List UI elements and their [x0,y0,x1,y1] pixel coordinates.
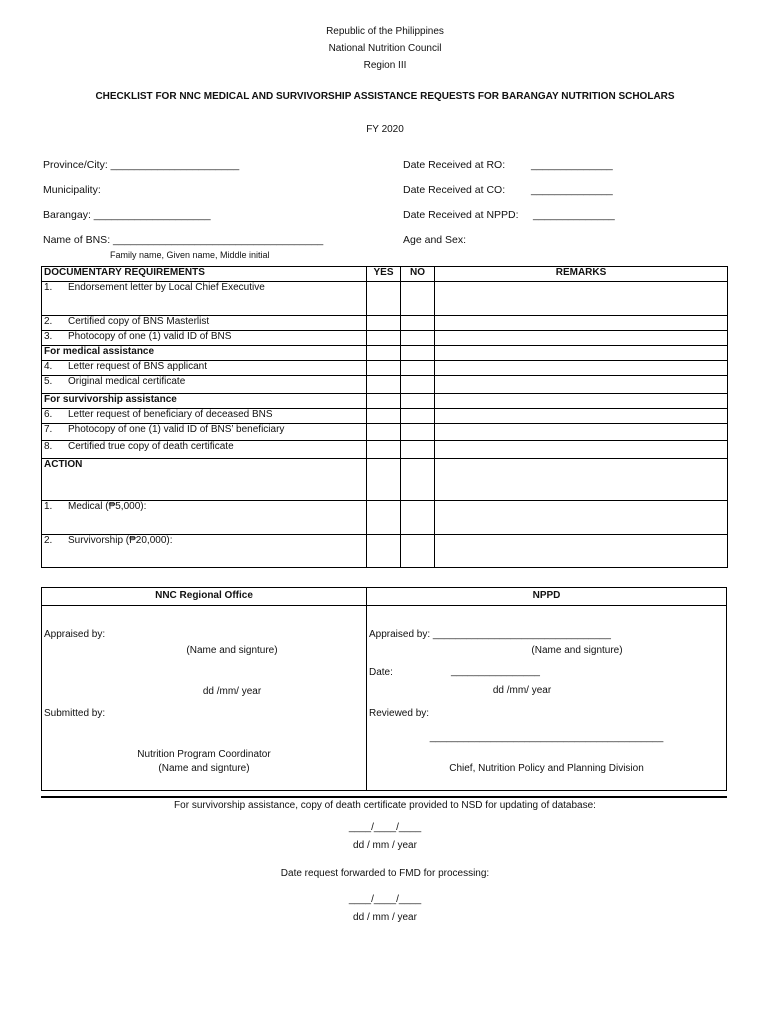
fmd-date-format: dd / mm / year [353,912,417,923]
table-row [42,316,728,331]
header-republic: Republic of the Philippines [326,26,444,37]
divider [41,796,727,798]
right-date-label: Date: [369,667,393,678]
requirements-table [41,266,728,568]
right-appraised-by: Appraised by: ________________________________ [369,629,611,640]
no-cell[interactable] [401,441,435,459]
header-region: Region III [363,60,407,71]
table-row [42,361,728,376]
bns-name-hint: Family name, Given name, Middle initial [110,250,270,260]
municipality-field: Municipality: [43,184,101,196]
table-row [42,424,728,441]
fmd-note: Date request forwarded to FMD for processing: [280,868,490,879]
right-date-line: ________________ [451,666,540,677]
section-row [42,346,728,361]
nppd-header: NPPD [532,590,561,601]
yes-cell[interactable] [367,376,401,394]
col-requirements-header: DOCUMENTARY REQUIREMENTS [42,267,367,282]
item-number: 2. [44,316,53,327]
action-row [42,459,728,501]
left-name-signature: (Name and signture) [186,645,278,656]
nsd-note: For survivorship assistance, copy of death certificate provided to NSD for updating of database: [174,800,596,811]
yes-cell[interactable] [367,501,401,535]
yes-cell[interactable] [367,409,401,424]
table-row [42,441,728,459]
remarks-cell[interactable] [435,361,728,376]
date-received-nppd-label: Date Received at NPPD: [403,209,519,221]
item-number: 2. [44,535,53,546]
item-number: 1. [44,282,53,293]
no-cell[interactable] [401,409,435,424]
barangay-field: Barangay: ____________________ [43,209,211,221]
yes-cell[interactable] [367,361,401,376]
item-text: Photocopy of one (1) valid ID of BNS’ beneficiary [68,424,285,435]
yes-cell[interactable] [367,331,401,346]
action-item-row [42,535,728,568]
date-received-co-line: ______________ [531,184,613,196]
item-text: Letter request of BNS applicant [68,361,207,372]
reviewed-by: Reviewed by: [369,708,430,719]
item-text: Endorsement letter by Local Chief Executive [68,282,265,293]
col-remarks-header: REMARKS [435,267,728,282]
col-no-header: NO [401,267,435,282]
table-header-row [42,267,728,282]
remarks-cell[interactable] [435,424,728,441]
coordinator-name-signature: (Name and signture) [158,763,250,774]
date-received-co-label: Date Received at CO: [403,184,506,196]
page-title: CHECKLIST FOR NNC MEDICAL AND SURVIVORSHIP ASSISTANCE REQUESTS FOR BARANGAY NUTRITION SCHOLARS [95,91,675,102]
table-row [42,331,728,346]
province-field: Province/City: ______________________ [43,159,240,171]
left-appraised-by: Appraised by: [44,629,106,640]
item-number: 1. [44,501,53,512]
chief-signature-line: __________________________________________ [429,732,664,743]
item-text: Certified copy of BNS Masterlist [68,316,210,327]
remarks-cell[interactable] [435,282,728,316]
item-text: Photocopy of one (1) valid ID of BNS [68,331,232,342]
right-name-signature: (Name and signture) [531,645,623,656]
item-text: Original medical certificate [68,376,186,387]
table-row [42,376,728,394]
action-label: ACTION [42,459,367,501]
section-survivorship-label: For survivorship assistance [42,394,367,409]
section-medical-label: For medical assistance [42,346,367,361]
table-row [42,282,728,316]
col-yes-header: YES [367,267,401,282]
item-number: 6. [44,409,53,420]
no-cell[interactable] [401,316,435,331]
right-date-format: dd /mm/ year [492,685,552,696]
table-row [42,409,728,424]
action-item-row [42,501,728,535]
item-text: Certified true copy of death certificate [68,441,234,452]
item-number: 8. [44,441,53,452]
no-cell[interactable] [401,361,435,376]
nnc-regional-office-header: NNC Regional Office [155,590,253,601]
yes-cell[interactable] [367,535,401,568]
item-number: 4. [44,361,53,372]
item-number: 7. [44,424,53,435]
nsd-date-blank: ____/____/____ [348,822,422,833]
no-cell[interactable] [401,376,435,394]
item-text: Medical (₱5,000): [68,501,147,512]
fmd-date-blank: ____/____/____ [348,894,422,905]
yes-cell[interactable] [367,424,401,441]
left-date-format: dd /mm/ year [202,686,262,697]
date-received-nppd-line: ______________ [533,209,615,221]
submitted-by: Submitted by: [44,708,106,719]
remarks-cell[interactable] [435,441,728,459]
date-received-ro-label: Date Received at RO: [403,159,506,171]
yes-cell[interactable] [367,316,401,331]
remarks-cell[interactable] [435,376,728,394]
no-cell[interactable] [401,535,435,568]
item-number: 5. [44,376,53,387]
signature-box [41,587,727,791]
no-cell[interactable] [401,424,435,441]
remarks-cell[interactable] [435,316,728,331]
no-cell[interactable] [401,331,435,346]
item-number: 3. [44,331,53,342]
nsd-date-format: dd / mm / year [353,840,417,851]
yes-cell[interactable] [367,441,401,459]
yes-cell[interactable] [367,282,401,316]
date-received-ro-line: ______________ [531,159,613,171]
no-cell[interactable] [401,501,435,535]
remarks-cell[interactable] [435,409,728,424]
bns-name-field: Name of BNS: ____________________________________ [43,234,324,246]
fiscal-year: FY 2020 [366,124,404,135]
item-text: Letter request of beneficiary of deceased BNS [68,409,273,420]
coordinator-title: Nutrition Program Coordinator [137,749,271,760]
remarks-cell[interactable] [435,535,728,568]
remarks-cell[interactable] [435,501,728,535]
header-council: National Nutrition Council [328,43,442,54]
chief-title: Chief, Nutrition Policy and Planning Division [449,763,644,774]
section-row [42,394,728,409]
item-text: Survivorship (₱20,000): [68,535,173,546]
remarks-cell[interactable] [435,331,728,346]
no-cell[interactable] [401,282,435,316]
age-sex-field: Age and Sex: [403,234,467,246]
